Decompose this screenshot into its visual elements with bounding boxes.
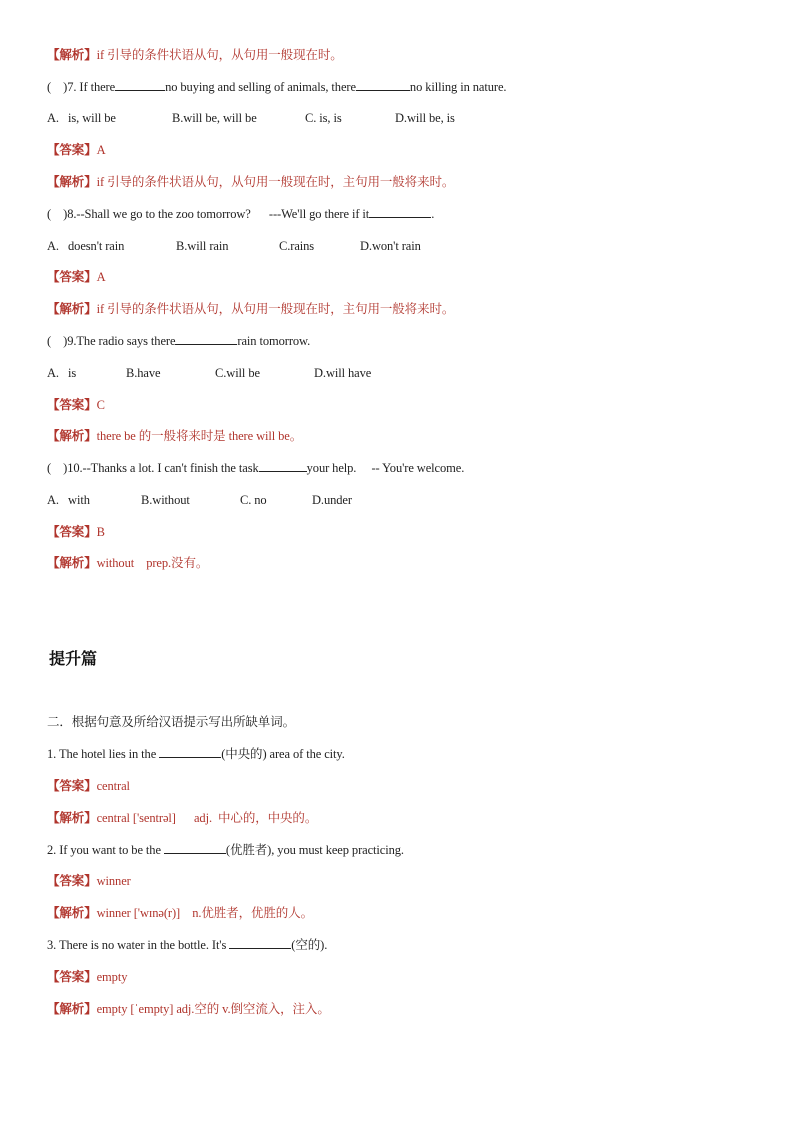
q8-blank[interactable]: [369, 206, 431, 218]
q7-option-a[interactable]: A. is, will be: [47, 111, 116, 125]
q9-option-c[interactable]: C.will be: [215, 366, 260, 380]
part2-item-3-analysis: 【解析】empty [ˈempty] adj.空的 v.倒空流入，注入。: [47, 1002, 330, 1016]
section-title: 提升篇: [49, 649, 98, 668]
q10-option-a[interactable]: A. with: [47, 493, 90, 507]
q8-stem: ( )8.--Shall we go to the zoo tomorrow? ---We'll go there if it .: [47, 207, 435, 221]
q10-analysis: 【解析】without prep.没有。: [47, 556, 209, 570]
q9-stem: ( )9.The radio says there rain tomorrow.: [47, 334, 311, 348]
q7-blank-1[interactable]: [115, 79, 165, 91]
part2-item-3-blank[interactable]: [229, 937, 291, 949]
q6-analysis: 【解析】if 引导的条件状语从句，从句用一般现在时。: [47, 48, 343, 62]
q9-option-d[interactable]: D.will have: [314, 366, 372, 380]
q9-option-a[interactable]: A. is: [47, 366, 77, 380]
q10-option-c[interactable]: C. no: [240, 493, 267, 507]
part2-item-1-blank[interactable]: [159, 746, 221, 758]
q7-option-d[interactable]: D.will be, is: [395, 111, 455, 125]
part2-item-1-analysis: 【解析】central ['sentrəl] adj. 中心的，中央的。: [47, 811, 318, 825]
q8-option-c[interactable]: C.rains: [279, 239, 315, 253]
q9-option-b[interactable]: B.have: [126, 366, 161, 380]
part2-item-2-blank[interactable]: [164, 842, 226, 854]
q10-stem: ( )10.--Thanks a lot. I can't finish the task your help. -- You're welcome.: [47, 461, 465, 475]
q10-blank[interactable]: [259, 460, 307, 472]
q9-blank[interactable]: [175, 333, 237, 345]
q9-analysis: 【解析】there be 的一般将来时是 there will be。: [47, 429, 303, 443]
q10-answer: 【答案】B: [47, 525, 105, 539]
q7-blank-2[interactable]: [356, 79, 410, 91]
q7-stem: ( )7. If there no buying and selling of animals, there no killing in nature.: [47, 80, 507, 94]
q10-option-d[interactable]: D.under: [312, 493, 352, 507]
q7-analysis: 【解析】if 引导的条件状语从句，从句用一般现在时，主句用一般将来时。: [47, 175, 455, 189]
q8-option-b[interactable]: B.will rain: [176, 239, 229, 253]
q9-answer: 【答案】C: [47, 398, 105, 412]
q7-option-c[interactable]: C. is, is: [305, 111, 342, 125]
q8-option-a[interactable]: A. doesn't rain: [47, 239, 125, 253]
q8-option-d[interactable]: D.won't rain: [360, 239, 421, 253]
part2-item-2-analysis: 【解析】winner ['wɪnə(r)] n.优胜者，优胜的人。: [47, 906, 313, 920]
part2-item-1-answer: 【答案】central: [47, 779, 130, 793]
q8-answer: 【答案】A: [47, 270, 106, 284]
q7-option-b[interactable]: B.will be, will be: [172, 111, 257, 125]
part2-item-2-answer: 【答案】winner: [47, 874, 131, 888]
q10-option-b[interactable]: B.without: [141, 493, 190, 507]
q7-answer: 【答案】A: [47, 143, 106, 157]
part2-item-1-stem: 1. The hotel lies in the (中央的) area of the city.: [47, 747, 345, 761]
q8-analysis: 【解析】if 引导的条件状语从句，从句用一般现在时，主句用一般将来时。: [47, 302, 455, 316]
part2-item-3-answer: 【答案】empty: [47, 970, 128, 984]
part2-item-2-stem: 2. If you want to be the (优胜者), you must keep practicing.: [47, 843, 404, 857]
part2-heading: 二．根据句意及所给汉语提示写出所缺单词。: [47, 714, 296, 729]
part2-item-3-stem: 3. There is no water in the bottle. It's (空的).: [47, 938, 328, 952]
